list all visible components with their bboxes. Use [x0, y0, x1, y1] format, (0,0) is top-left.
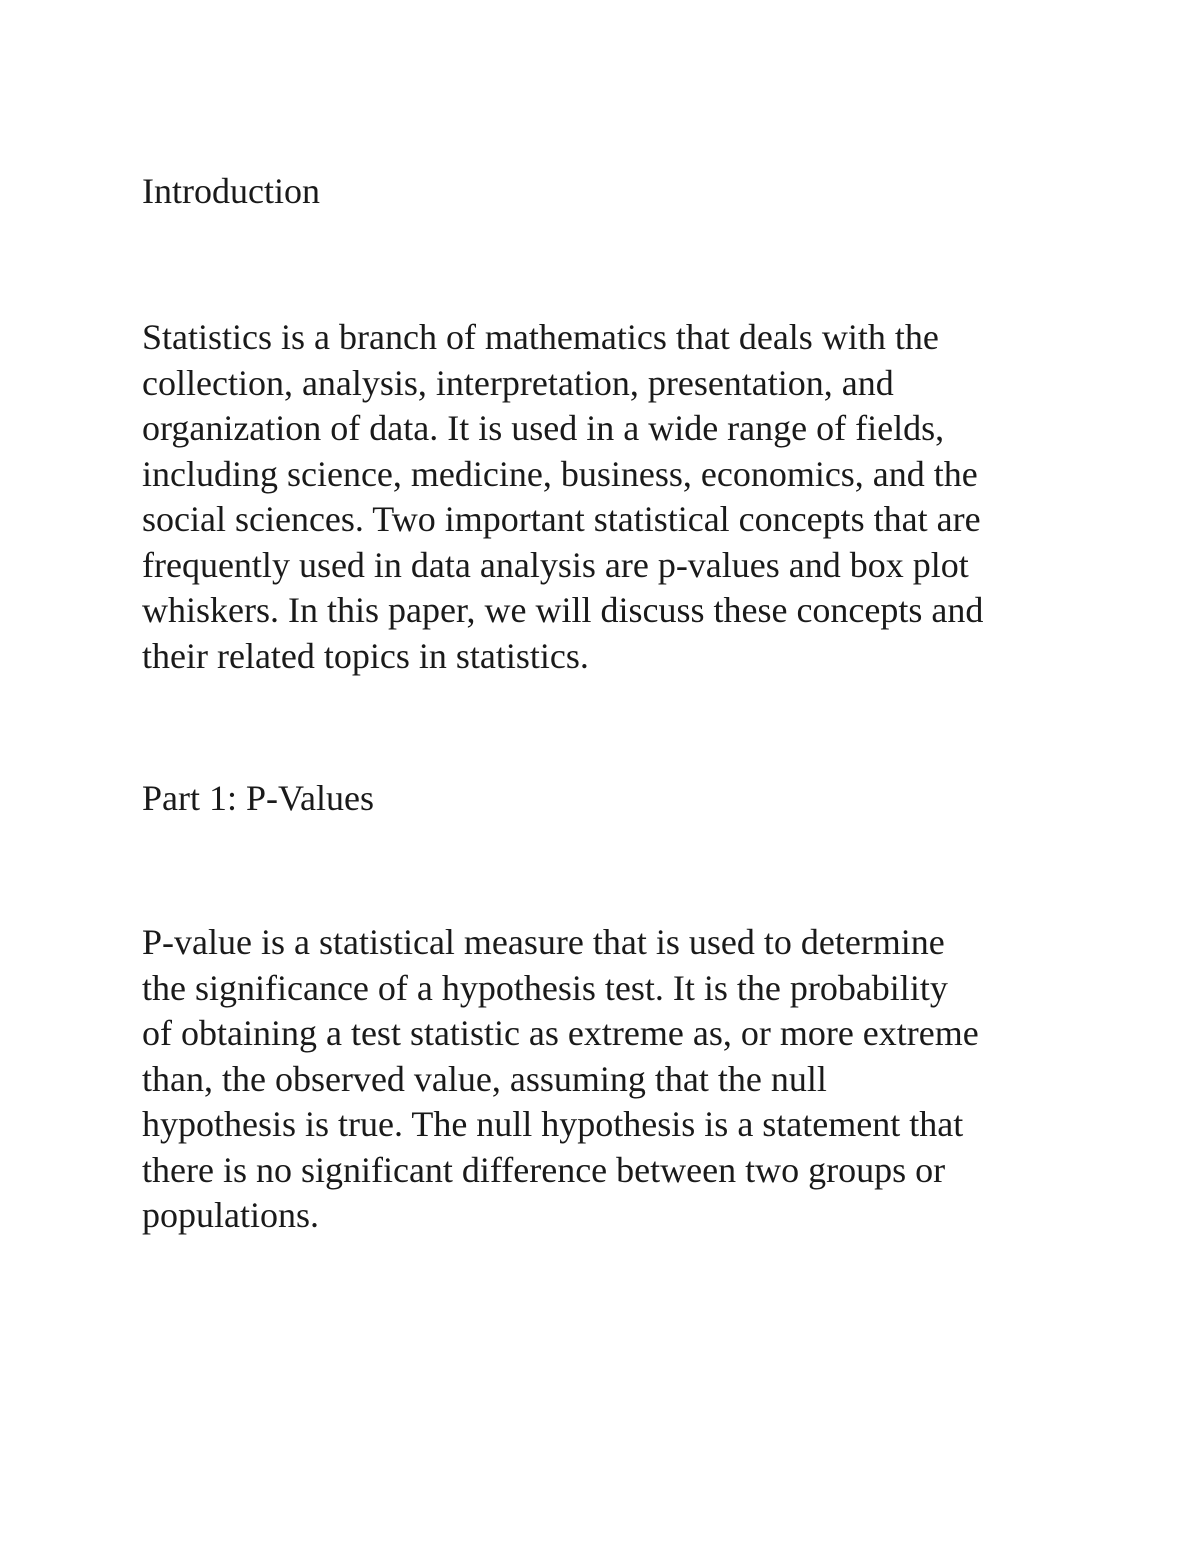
introduction-paragraph: [142, 315, 1102, 679]
paragraph-line: their related topics in statistics.: [142, 635, 589, 676]
paragraph-line: hypothesis is true. The null hypothesis is a statement that: [142, 1104, 964, 1144]
paragraph-line: there is no significant difference between two groups or: [142, 1149, 946, 1190]
paragraph-line: than, the observed value, assuming that the null: [142, 1058, 827, 1099]
section-heading-introduction: Introduction: [142, 171, 320, 211]
paragraph-line: P-value is a statistical measure that is used to determine: [142, 922, 945, 962]
p-values-paragraph: [142, 920, 1102, 1239]
section-heading-part1-p-values: Part 1: P-Values: [142, 778, 374, 818]
paragraph-line: collection, analysis, interpretation, presentation, and: [142, 362, 894, 403]
paragraph-line: of obtaining a test statistic as extreme as, or more extreme: [142, 1013, 979, 1053]
paragraph-line: social sciences. Two important statistical concepts that are: [142, 499, 981, 539]
paragraph-line: including science, medicine, business, economics, and the: [142, 453, 978, 494]
paragraph-line: organization of data. It is used in a wide range of fields,: [142, 408, 945, 448]
paragraph-line: frequently used in data analysis are p-values and box plot: [142, 544, 969, 585]
paragraph-line: populations.: [142, 1195, 319, 1235]
paragraph-line: the significance of a hypothesis test. It is the probability: [142, 967, 948, 1008]
paragraph-line: whiskers. In this paper, we will discuss these concepts and: [142, 590, 984, 630]
paragraph-line: Statistics is a branch of mathematics that deals with the: [142, 317, 939, 357]
